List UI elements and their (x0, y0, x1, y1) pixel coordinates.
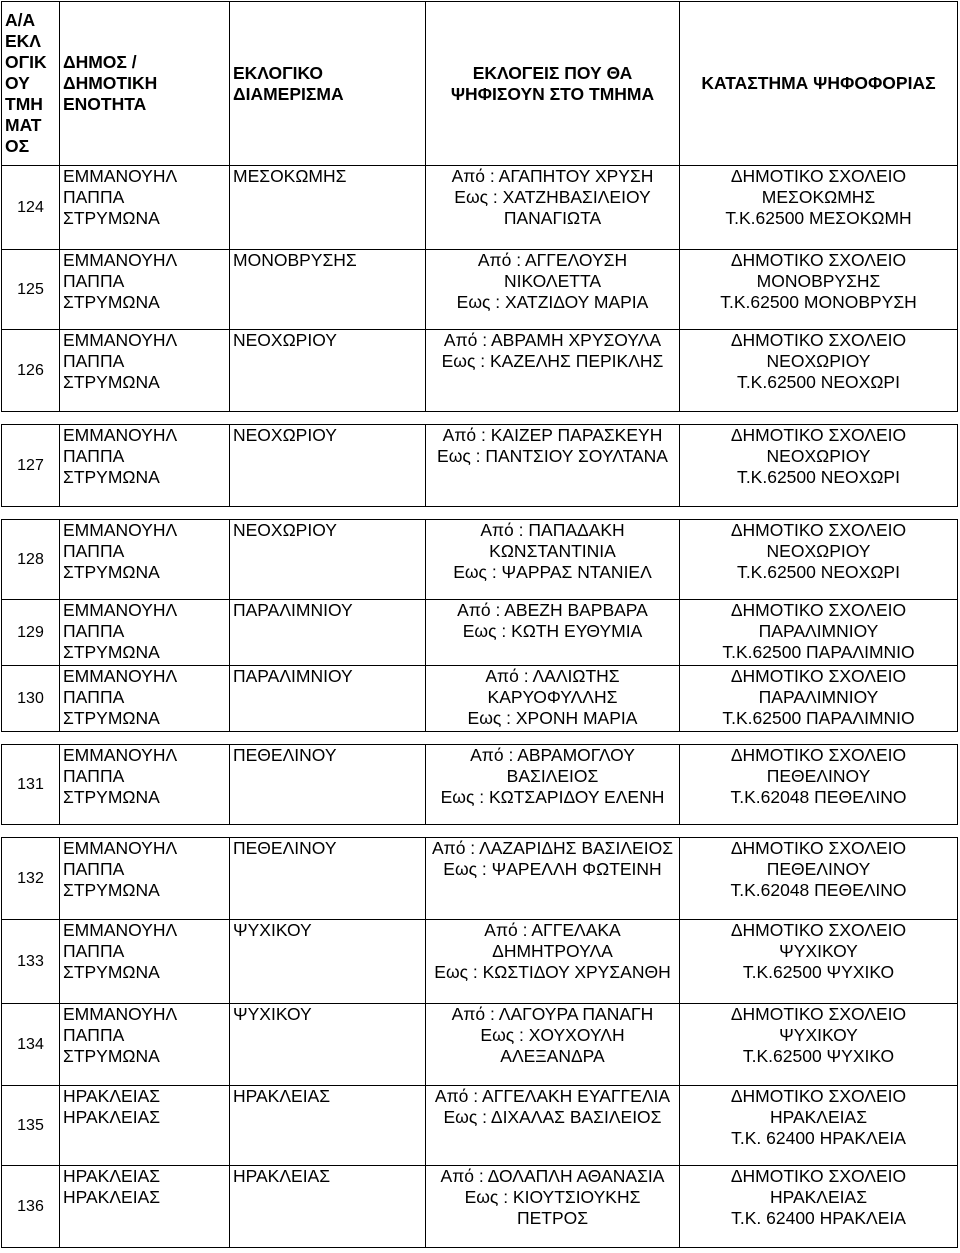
municipality-line: ΕΜΜΑΝΟΥΗΛ (63, 600, 178, 620)
separator-cell (60, 507, 230, 520)
municipality-line: ΣΤΡΥΜΩΝΑ (63, 372, 160, 392)
separator-cell (426, 412, 680, 425)
electors-cell (426, 1166, 680, 1248)
district-cell: ΝΕΟΧΩΡΙΟΥ (230, 330, 426, 412)
separator-cell (230, 507, 426, 520)
polling-station-line: Τ.Κ.62500 ΨΥΧΙΚΟ (742, 962, 895, 982)
municipality-line: ΗΡΑΚΛΕΙΑΣ (63, 1086, 161, 1106)
polling-station-cell (680, 1166, 958, 1248)
district-cell: ΨΥΧΙΚΟΥ (230, 1004, 426, 1086)
table-row (2, 250, 958, 330)
municipality-cell (60, 666, 230, 732)
electors-from: Από : ΛΑΓΟΥΡΑ ΠΑΝΑΓΗ (451, 1004, 654, 1024)
polling-station-line: Τ.Κ.62500 ΝΕΟΧΩΡΙ (737, 372, 900, 392)
municipality-line: ΕΜΜΑΝΟΥΗΛ (63, 838, 178, 858)
electors-to: Εως : ΨΑΡΕΛΛΗ ΦΩΤΕΙΝΗ (443, 859, 662, 879)
polling-station-line: ΔΗΜΟΤΙΚΟ ΣΧΟΛΕΙΟ (730, 745, 907, 765)
electors-to: Εως : ΧΑΤΖΗΒΑΣΙΛΕΙΟΥ ΠΑΝΑΓΙΩΤΑ (454, 187, 651, 228)
municipality-line: ΕΜΜΑΝΟΥΗΛ (63, 520, 178, 540)
separator-cell (680, 412, 958, 425)
separator-cell (426, 825, 680, 838)
polling-station-line: ΔΗΜΟΤΙΚΟ ΣΧΟΛΕΙΟ (730, 1086, 907, 1106)
polling-station-line: ΜΟΝΟΒΡΥΣΗΣ (756, 271, 881, 291)
header-aa: Α/Α ΕΚΛ ΟΓΙΚ ΟΥ ΤΜΗ ΜΑΤ ΟΣ (2, 2, 60, 166)
district-cell: ΨΥΧΙΚΟΥ (230, 920, 426, 1004)
municipality-line: ΕΜΜΑΝΟΥΗΛ (63, 666, 178, 686)
separator-cell (230, 412, 426, 425)
polling-station-line: ΨΥΧΙΚΟΥ (779, 941, 858, 961)
separator-cell (230, 732, 426, 745)
electors-from: Από : ΑΓΓΕΛΑΚΑ ΔΗΜΗΤΡΟΥΛΑ (484, 920, 621, 961)
polling-station-line: ΗΡΑΚΛΕΙΑΣ (769, 1187, 868, 1207)
municipality-cell (60, 330, 230, 412)
electors-from: Από : ΔΟΛΑΠΛΗ ΑΘΑΝΑΣΙΑ (440, 1166, 665, 1186)
polling-station-line: Τ.Κ.62500 ΠΑΡΑΛΙΜΝΙΟ (722, 642, 915, 662)
polling-station-line: ΝΕΟΧΩΡΙΟΥ (766, 351, 871, 371)
municipality-line: ΗΡΑΚΛΕΙΑΣ (63, 1107, 161, 1127)
table-row (2, 666, 958, 732)
district-cell: ΠΕΘΕΛΙΝΟΥ (230, 838, 426, 920)
separator-cell (230, 825, 426, 838)
municipality-line: ΣΤΡΥΜΩΝΑ (63, 787, 160, 807)
district-cell: ΝΕΟΧΩΡΙΟΥ (230, 425, 426, 507)
polling-station-cell (680, 838, 958, 920)
polling-station-line: Τ.Κ.62048 ΠΕΘΕΛΙΝΟ (730, 787, 907, 807)
table-row (2, 1004, 958, 1086)
electors-to: Εως : ΠΑΝΤΣΙΟΥ ΣΟΥΛΤΑΝΑ (437, 446, 668, 466)
municipality-line: ΠΑΠΠΑ (63, 621, 125, 641)
row-separator (2, 412, 958, 425)
municipality-line: ΗΡΑΚΛΕΙΑΣ (63, 1166, 161, 1186)
electors-from: Από : ΑΒΕΖΗ ΒΑΡΒΑΡΑ (457, 600, 648, 620)
electors-from: Από : ΑΓΑΠΗΤΟΥ ΧΡΥΣΗ (451, 166, 654, 186)
polling-station-line: Τ.Κ.62048 ΠΕΘΕΛΙΝΟ (730, 880, 907, 900)
electors-cell (426, 1004, 680, 1086)
polling-station-line: ΠΑΡΑΛΙΜΝΙΟΥ (758, 687, 879, 707)
electors-to: Εως : ΚΩΤΣΑΡΙΔΟΥ ΕΛΕΝΗ (440, 787, 665, 807)
municipality-cell (60, 520, 230, 600)
municipality-cell (60, 838, 230, 920)
separator-cell (60, 412, 230, 425)
separator-cell (680, 732, 958, 745)
polling-station-line: Τ.Κ.62500 ΠΑΡΑΛΙΜΝΙΟ (722, 708, 915, 728)
polling-station-line: ΔΗΜΟΤΙΚΟ ΣΧΟΛΕΙΟ (730, 166, 907, 186)
table-row (2, 745, 958, 825)
polling-station-line: Τ.Κ. 62400 ΗΡΑΚΛΕΙΑ (731, 1128, 906, 1148)
section-number: 133 (2, 920, 60, 1004)
municipality-line: ΠΑΠΠΑ (63, 941, 125, 961)
polling-station-cell (680, 330, 958, 412)
table-row (2, 600, 958, 666)
polling-station-line: ΝΕΟΧΩΡΙΟΥ (766, 541, 871, 561)
table-body (2, 166, 958, 1248)
municipality-cell (60, 1004, 230, 1086)
district-cell: ΜΕΣΟΚΩΜΗΣ (230, 166, 426, 250)
polling-station-line: ΠΕΘΕΛΙΝΟΥ (766, 766, 871, 786)
municipality-line: ΣΤΡΥΜΩΝΑ (63, 708, 160, 728)
polling-station-line: ΔΗΜΟΤΙΚΟ ΣΧΟΛΕΙΟ (730, 666, 907, 686)
municipality-line: ΣΤΡΥΜΩΝΑ (63, 467, 160, 487)
district-cell: ΠΕΘΕΛΙΝΟΥ (230, 745, 426, 825)
polling-station-cell (680, 1086, 958, 1166)
municipality-line: ΣΤΡΥΜΩΝΑ (63, 962, 160, 982)
polling-station-line: Τ.Κ.62500 ΜΕΣΟΚΩΜΗ (725, 208, 912, 228)
district-cell: ΗΡΑΚΛΕΙΑΣ (230, 1086, 426, 1166)
section-number: 124 (2, 166, 60, 250)
polling-station-line: ΔΗΜΟΤΙΚΟ ΣΧΟΛΕΙΟ (730, 600, 907, 620)
polling-station-line: ΔΗΜΟΤΙΚΟ ΣΧΟΛΕΙΟ (730, 838, 907, 858)
district-cell: ΠΑΡΑΛΙΜΝΙΟΥ (230, 600, 426, 666)
electors-to: Εως : ΧΟΥΧΟΥΛΗ ΑΛΕΞΑΝΔΡΑ (480, 1025, 625, 1066)
municipality-line: ΠΑΠΠΑ (63, 351, 125, 371)
polling-station-line: ΔΗΜΟΤΙΚΟ ΣΧΟΛΕΙΟ (730, 250, 907, 270)
municipality-cell (60, 745, 230, 825)
section-number: 129 (2, 600, 60, 666)
electors-from: Από : ΑΒΡΑΜΗ ΧΡΥΣΟΥΛΑ (443, 330, 662, 350)
polling-station-line: ΠΕΘΕΛΙΝΟΥ (766, 859, 871, 879)
separator-cell (2, 732, 60, 745)
table-row (2, 838, 958, 920)
municipality-cell (60, 166, 230, 250)
polling-station-line: ΠΑΡΑΛΙΜΝΙΟΥ (758, 621, 879, 641)
municipality-line: ΠΑΠΠΑ (63, 271, 125, 291)
polling-station-line: Τ.Κ.62500 ΝΕΟΧΩΡΙ (737, 562, 900, 582)
municipality-cell (60, 920, 230, 1004)
polling-station-cell (680, 166, 958, 250)
electors-to: Εως : ΔΙΧΑΛΑΣ ΒΑΣΙΛΕΙΟΣ (443, 1107, 662, 1127)
electors-to: Εως : ΚΩΤΗ ΕΥΘΥΜΙΑ (462, 621, 643, 641)
polling-station-line: Τ.Κ.62500 ΨΥΧΙΚΟ (742, 1046, 895, 1066)
electors-from: Από : ΛΑΖΑΡΙΔΗΣ ΒΑΣΙΛΕΙΟΣ (431, 838, 674, 858)
municipality-line: ΠΑΠΠΑ (63, 1025, 125, 1045)
row-separator (2, 507, 958, 520)
separator-cell (2, 412, 60, 425)
municipality-line: ΣΤΡΥΜΩΝΑ (63, 642, 160, 662)
electors-to: Εως : ΧΑΤΖΙΔΟΥ ΜΑΡΙΑ (456, 292, 649, 312)
polling-station-cell (680, 745, 958, 825)
table-row (2, 520, 958, 600)
municipality-line: ΠΑΠΠΑ (63, 859, 125, 879)
polling-station-line: ΔΗΜΟΤΙΚΟ ΣΧΟΛΕΙΟ (730, 920, 907, 940)
row-separator (2, 732, 958, 745)
separator-cell (2, 507, 60, 520)
electors-cell (426, 250, 680, 330)
polling-station-cell (680, 920, 958, 1004)
polling-station-line: ΔΗΜΟΤΙΚΟ ΣΧΟΛΕΙΟ (730, 520, 907, 540)
polling-station-line: ΗΡΑΚΛΕΙΑΣ (769, 1107, 868, 1127)
municipality-line: ΣΤΡΥΜΩΝΑ (63, 1046, 160, 1066)
municipality-line: ΠΑΠΠΑ (63, 687, 125, 707)
separator-cell (680, 825, 958, 838)
municipality-line: ΠΑΠΠΑ (63, 766, 125, 786)
header-municipality: ΔΗΜΟΣ / ΔΗΜΟΤΙΚΗ ΕΝΟΤΗΤΑ (60, 2, 230, 166)
municipality-line: ΠΑΠΠΑ (63, 187, 125, 207)
separator-cell (426, 732, 680, 745)
municipality-line: ΣΤΡΥΜΩΝΑ (63, 208, 160, 228)
municipality-line: ΕΜΜΑΝΟΥΗΛ (63, 166, 178, 186)
polling-station-cell (680, 600, 958, 666)
polling-stations-table (1, 1, 958, 1248)
separator-cell (60, 732, 230, 745)
section-number: 132 (2, 838, 60, 920)
municipality-cell (60, 1086, 230, 1166)
polling-station-line: Τ.Κ.62500 ΝΕΟΧΩΡΙ (737, 467, 900, 487)
section-number: 127 (2, 425, 60, 507)
polling-station-cell (680, 666, 958, 732)
table-row (2, 920, 958, 1004)
electors-cell (426, 600, 680, 666)
polling-station-cell (680, 1004, 958, 1086)
electors-to: Εως : ΧΡΟΝΗ ΜΑΡΙΑ (467, 708, 638, 728)
municipality-cell (60, 600, 230, 666)
district-cell: ΗΡΑΚΛΕΙΑΣ (230, 1166, 426, 1248)
municipality-line: ΕΜΜΑΝΟΥΗΛ (63, 425, 178, 445)
header-polling-station: ΚΑΤΑΣΤΗΜΑ ΨΗΦΟΦΟΡΙΑΣ (680, 2, 958, 166)
electors-from: Από : ΑΓΓΕΛΑΚΗ ΕΥΑΓΓΕΛΙΑ (434, 1086, 671, 1106)
electors-to: Εως : ΨΑΡΡΑΣ ΝΤΑΝΙΕΛ (453, 562, 652, 582)
row-separator (2, 825, 958, 838)
header-electors: ΕΚΛΟΓΕΙΣ ΠΟΥ ΘΑ ΨΗΦΙΣΟΥΝ ΣΤΟ ΤΜΗΜΑ (426, 2, 680, 166)
section-number: 125 (2, 250, 60, 330)
table-row (2, 330, 958, 412)
municipality-line: ΕΜΜΑΝΟΥΗΛ (63, 920, 178, 940)
municipality-line: ΠΑΠΠΑ (63, 541, 125, 561)
electors-from: Από : ΚΑΙΖΕΡ ΠΑΡΑΣΚΕΥΗ (442, 425, 663, 445)
district-cell: ΜΟΝΟΒΡΥΣΗΣ (230, 250, 426, 330)
electors-cell (426, 745, 680, 825)
electors-cell (426, 425, 680, 507)
municipality-cell (60, 425, 230, 507)
polling-station-line: ΨΥΧΙΚΟΥ (779, 1025, 858, 1045)
polling-station-line: ΔΗΜΟΤΙΚΟ ΣΧΟΛΕΙΟ (730, 1166, 907, 1186)
electors-cell (426, 838, 680, 920)
municipality-line: ΣΤΡΥΜΩΝΑ (63, 562, 160, 582)
section-number: 131 (2, 745, 60, 825)
section-number: 128 (2, 520, 60, 600)
polling-station-line: Τ.Κ.62500 ΜΟΝΟΒΡΥΣΗ (720, 292, 917, 312)
electors-to: Εως : ΚΙΟΥΤΣΙΟΥΚΗΣ ΠΕΤΡΟΣ (464, 1187, 641, 1228)
separator-cell (60, 825, 230, 838)
polling-station-line: ΔΗΜΟΤΙΚΟ ΣΧΟΛΕΙΟ (730, 425, 907, 445)
polling-station-cell (680, 425, 958, 507)
electors-cell (426, 920, 680, 1004)
table-row (2, 166, 958, 250)
table-row (2, 1166, 958, 1248)
polling-station-line: ΝΕΟΧΩΡΙΟΥ (766, 446, 871, 466)
municipality-cell (60, 250, 230, 330)
section-number: 135 (2, 1086, 60, 1166)
electors-to: Εως : ΚΑΖΕΛΗΣ ΠΕΡΙΚΛΗΣ (441, 351, 664, 371)
electors-cell (426, 1086, 680, 1166)
polling-station-cell (680, 250, 958, 330)
municipality-cell (60, 1166, 230, 1248)
municipality-line: ΗΡΑΚΛΕΙΑΣ (63, 1187, 161, 1207)
polling-station-line: ΜΕΣΟΚΩΜΗΣ (761, 187, 876, 207)
electors-from: Από : ΑΒΡΑΜΟΓΛΟΥ ΒΑΣΙΛΕΙΟΣ (470, 745, 635, 786)
electors-cell (426, 166, 680, 250)
electors-from: Από : ΛΑΛΙΩΤΗΣ ΚΑΡΥΟΦΥΛΛΗΣ (485, 666, 620, 707)
table-row (2, 425, 958, 507)
polling-station-cell (680, 520, 958, 600)
municipality-line: ΠΑΠΠΑ (63, 446, 125, 466)
municipality-line: ΣΤΡΥΜΩΝΑ (63, 292, 160, 312)
polling-station-line: ΔΗΜΟΤΙΚΟ ΣΧΟΛΕΙΟ (730, 330, 907, 350)
electors-from: Από : ΠΑΠΑΔΑΚΗ ΚΩΝΣΤΑΝΤΙΝΙΑ (480, 520, 625, 561)
district-cell: ΝΕΟΧΩΡΙΟΥ (230, 520, 426, 600)
electors-to: Εως : ΚΩΣΤΙΔΟΥ ΧΡΥΣΑΝΘΗ (434, 962, 671, 982)
section-number: 126 (2, 330, 60, 412)
separator-cell (426, 507, 680, 520)
separator-cell (2, 825, 60, 838)
electors-cell (426, 330, 680, 412)
polling-station-line: ΔΗΜΟΤΙΚΟ ΣΧΟΛΕΙΟ (730, 1004, 907, 1024)
municipality-line: ΣΤΡΥΜΩΝΑ (63, 880, 160, 900)
polling-station-line: Τ.Κ. 62400 ΗΡΑΚΛΕΙΑ (731, 1208, 906, 1228)
header-district: ΕΚΛΟΓΙΚΟ ΔΙΑΜΕΡΙΣΜΑ (230, 2, 426, 166)
table-row (2, 1086, 958, 1166)
district-cell: ΠΑΡΑΛΙΜΝΙΟΥ (230, 666, 426, 732)
municipality-line: ΕΜΜΑΝΟΥΗΛ (63, 1004, 178, 1024)
municipality-line: ΕΜΜΑΝΟΥΗΛ (63, 745, 178, 765)
section-number: 136 (2, 1166, 60, 1248)
electors-cell (426, 666, 680, 732)
section-number: 134 (2, 1004, 60, 1086)
electors-cell (426, 520, 680, 600)
separator-cell (680, 507, 958, 520)
table-header (2, 2, 958, 166)
section-number: 130 (2, 666, 60, 732)
municipality-line: ΕΜΜΑΝΟΥΗΛ (63, 250, 178, 270)
municipality-line: ΕΜΜΑΝΟΥΗΛ (63, 330, 178, 350)
electors-from: Από : ΑΓΓΕΛΟΥΣΗ ΝΙΚΟΛΕΤΤΑ (477, 250, 628, 291)
